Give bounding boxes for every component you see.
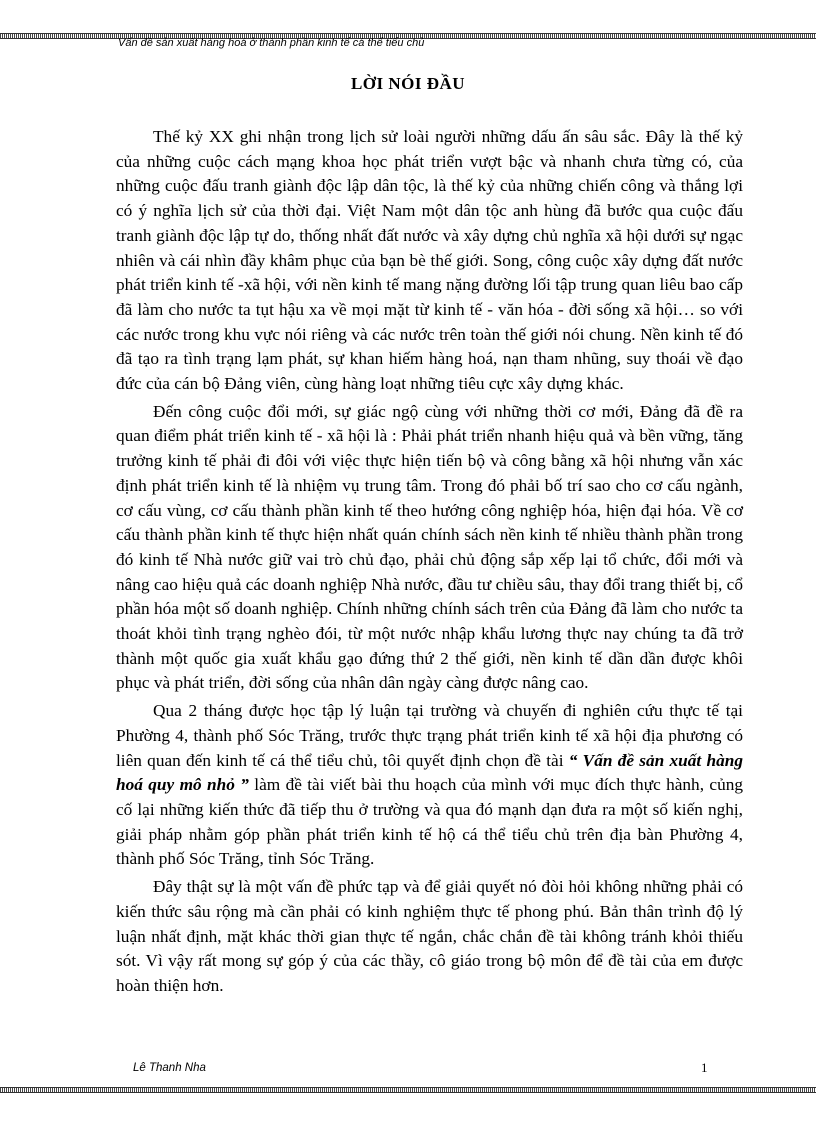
paragraph-2: Đến công cuộc đổi mới, sự giác ngộ cùng với những thời cơ mới, Đảng đã đề ra quan điểm phát triển kinh tế - xã hội là : Phải phát triển nhanh hiệu quả và bền vững, tăng trưởng kinh tế phải đi đôi với việc thực hiện tiến bộ và công bằng xã hội nhưng vẫn xác định phát triển kinh tế là nhiệm vụ trung tâm. Trong đó phải bố trí sao cho cơ cấu ngành, cơ cấu vùng, cơ cấu thành phần kinh tế theo hướng công nghiệp hóa, hiện đại hóa. Về cơ cấu thành phần kinh tế thực hiện nhất quán chính sách nền kinh tế nhiều thành phần trong đó kinh tế Nhà nước giữ vai trò chủ đạo, phải chủ động sắp xếp lại tổ chức, đổi mới và nâng cao hiệu quả các doanh nghiệp Nhà nước, đầu tư chiều sâu, thay đổi trang thiết bị, cổ phần hóa một số doanh nghiệp. Chính những chính sách trên của Đảng đã làm cho nước ta thoát khỏi tình trạng nghèo đói, từ một nước nhập khẩu lương thực nay chúng ta đã trở thành một quốc gia xuất khẩu gạo đứng thứ 2 thế giới, nền kinh tế dần dần được khôi phục và phát triển, đời sống của nhân dân ngày càng được nâng cao. [116, 401, 743, 693]
paragraph-3-lead: Qua 2 tháng được học tập lý luận tại trường và chuyến đi nghiên cứu thực tế tại Phường 4, thành phố Sóc Trăng, trước thực trạng phát triển kinh tế xã hội địa phương có liên quan đến kinh tế cá thể tiểu chủ, tôi quyết định chọn đề tài [116, 701, 743, 770]
document-body [116, 125, 743, 1002]
paragraph-1: Thế kỷ XX ghi nhận trong lịch sử loài người những dấu ấn sâu sắc. Đây là thế kỷ của những cuộc cách mạng khoa học phát triển vượt bậc và nhanh chưa từng có, của những cuộc đấu tranh giành độc lập dân tộc, là thế kỷ của những chiến công và thắng lợi có ý nghĩa lịch sử của thời đại. Việt Nam một dân tộc anh hùng đã bước qua cuộc đấu tranh giành độc lập tự do, thống nhất đất nước và xây dựng chủ nghĩa xã hội dưới sự ngạc nhiên và cái nhìn đầy khâm phục của bạn bè thế giới. Song, công cuộc xây dựng đất nước phát triển kinh tế -xã hội, với nền kinh tế mang nặng đường lối tập trung quan liêu bao cấp đã làm cho nước ta tụt hậu xa về mọi mặt từ kinh tế - văn hóa - đời sống xã hội… so với các nước trong khu vực nói riêng và các nước trên toàn thế giới nói chung. Nền kinh tế đó đã tạo ra tình trạng lạm phát, sự khan hiếm hàng hoá, nạn tham nhũng, suy thoái về đạo đức của cán bộ Đảng viên, cùng hàng loạt những tiêu cực xây dựng khác. [116, 127, 743, 394]
topic-title-emphasis: “ Vấn đề sản xuất hàng hoá quy mô nhỏ ” [116, 750, 743, 795]
page-number: 1 [701, 1060, 708, 1075]
running-header: Vấn đề sản xuất hàng hoá ở thành phần kinh tế cá thể tiểu chủ [118, 37, 425, 49]
footer-author: Lê Thanh Nha [133, 1062, 206, 1074]
footer-rule [0, 1087, 816, 1093]
paragraph-3-tail: làm đề tài viết bài thu hoạch của mình với mục đích thực hành, củng cố lại những kiến thức đã tiếp thu ở trường và qua đó mạnh dạn đưa ra một số kiến nghị, giải pháp nhằm góp phần phát triển kinh tế hộ cá thể tiểu chủ trên địa bàn Phường 4, thành phố Sóc Trăng, tỉnh Sóc Trăng. [116, 775, 743, 869]
page-title: LỜI NÓI ĐẦU [350, 74, 466, 93]
paragraph-4: Đây thật sự là một vấn đề phức tạp và để giải quyết nó đòi hỏi không những phải có kiến thức sâu rộng mà cần phải có kinh nghiệm thực tế phong phú. Bản thân trình độ lý luận nhất định, mặt khác thời gian thực tế ngắn, chắc chắn đề tài không tránh khỏi thiếu sót. Vì vậy rất mong sự góp ý của các thầy, cô giáo trong bộ môn để đề tài của em được hoàn thiện hơn. [116, 877, 743, 995]
paragraph-3 [116, 699, 743, 872]
